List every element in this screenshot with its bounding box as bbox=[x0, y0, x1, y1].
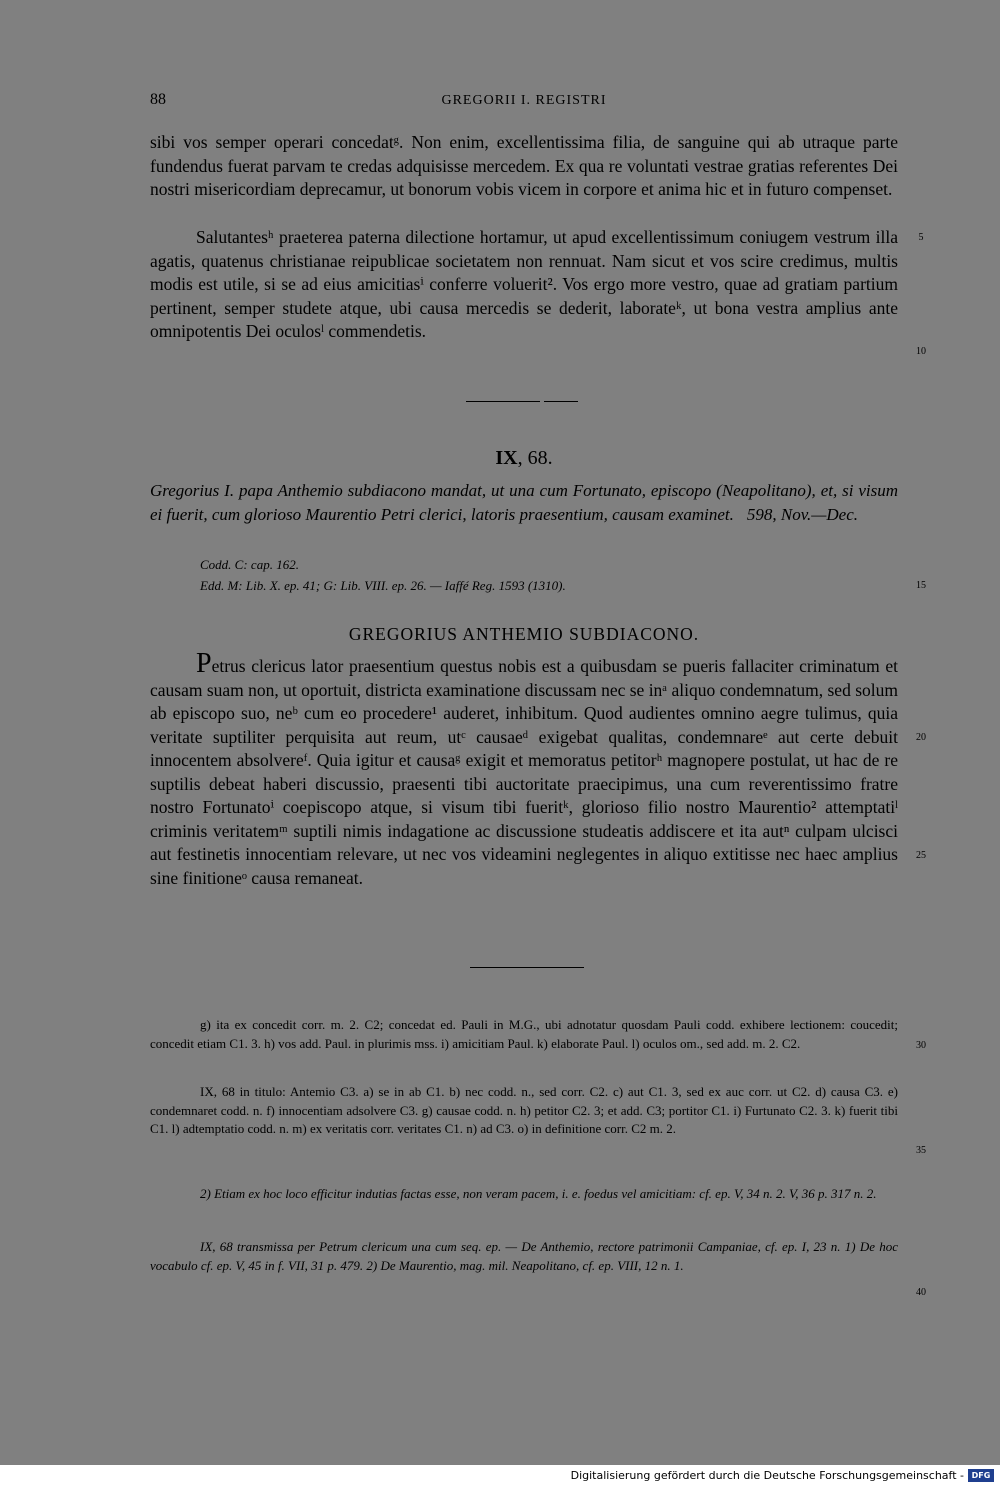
letter-number-rest: , 68. bbox=[517, 447, 553, 469]
paragraph-1-text: sibi vos semper operari concedatᵍ. Non enim, excellentissima filia, de sanguine qui ab utraque parte fundendus fuerat parvam te credas adquisisse mercedem. Ex qua re voluntati vestrae gratias referentes Dei nostri misericordiam deprecamur, ut bonorum vobis vicem in corpore et anima hic et in futuro compenset. bbox=[150, 132, 898, 199]
commentary-notes-prev bbox=[150, 1185, 898, 1204]
letter-address: GREGORIUS ANTHEMIO SUBDIACONO. bbox=[348, 624, 700, 644]
section-divider bbox=[466, 401, 540, 402]
paragraph-2 bbox=[150, 226, 898, 344]
line-number-40: 40 bbox=[916, 1287, 926, 1298]
funding-footer bbox=[0, 1465, 1000, 1485]
footnote-divider bbox=[470, 967, 584, 968]
line-number-35: 35 bbox=[916, 1145, 926, 1156]
letter-body-paragraph bbox=[150, 648, 898, 890]
line-number-5: 5 bbox=[918, 232, 924, 243]
letter-summary bbox=[150, 479, 898, 526]
running-title: GREGORII I. REGISTRI bbox=[441, 93, 607, 108]
line-number-10: 10 bbox=[916, 346, 926, 357]
line-number-20: 20 bbox=[916, 732, 926, 743]
letter-body-text: etrus clericus lator praesentium questus nobis est a quibusdam se pueris fallaciter criminatum et causam suam non, ut oportuit, districta examinatione discussam nec se inᵃ aliquo condemnatum, sed solum ab episcopo suo, neᵇ cum eo procedere¹ auderet, inhibitum. Quod audientes omnino aegre tulimus, quia veritate suptiliter perquisita aut reum, utᶜ causaeᵈ exigebat qualitas, condemnareᵉ aut certe debuit innocentem absolvereᶠ. Quia igitur et causaᵍ exigit et memoratus petitorʰ magnopere postulat, ut hac de re suptilis debeat haberi discussio, praesenti tibi auctoritate praecipimus, una cum reverentissimo fratre nostro Fortunatoⁱ coepiscopo atque, si visum tibi fueritᵏ, glorioso filio nostro Maurentio² attemptatiˡ criminis veritatemᵐ suptili nimis indagatione ac discussione studeatis addiscere et ita autⁿ culpam ulcisci aut festinetis innocentiam relevare, ut nec vos videamini neglegentes in aliquo extitisse nec haec amplius sine finitioneᵒ causa remaneat. bbox=[150, 656, 898, 888]
apparatus-notes-prev bbox=[150, 1016, 898, 1053]
editions-line: Edd. M: Lib. X. ep. 41; G: Lib. VIII. ep. 26. — Iaffé Reg. 1593 (1310). bbox=[200, 578, 566, 593]
paragraph-1 bbox=[150, 131, 898, 202]
dfg-logo-icon: DFG bbox=[968, 1469, 994, 1482]
letter-body bbox=[150, 648, 898, 890]
apparatus-notes-prev-text: g) ita ex concedit corr. m. 2. C2; concedat ed. Pauli in M.G., ubi adnotatur quosdam Pauli codd. exhibere lectionem: coucedit; concedit etiam C1. 3. h) vos add. Paul. in plurimis mss. i) amicitiam Paul. k) elaborate Paul. l) oculos om., sed add. m. 2. C2. bbox=[150, 1017, 898, 1051]
commentary-notes-ix68 bbox=[150, 1238, 898, 1275]
line-number-25: 25 bbox=[916, 850, 926, 861]
drop-capital: P bbox=[196, 648, 212, 679]
apparatus-notes-ix68 bbox=[150, 1083, 898, 1139]
page-number: 88 bbox=[150, 91, 166, 108]
funding-credit: Digitalisierung gefördert durch die Deutsche Forschungsgemeinschaft - bbox=[570, 1469, 964, 1482]
line-number-30: 30 bbox=[916, 1040, 926, 1051]
page-header bbox=[150, 91, 898, 113]
letter-number bbox=[150, 447, 898, 470]
codices-line: Codd. C: cap. 162. bbox=[200, 557, 299, 572]
letter-summary-text: Gregorius I. papa Anthemio subdiacono mandat, ut una cum Fortunato, episcopo (Neapolitano), et, si visum ei fuerit, cum glorioso Maurentio Petri clerici, latoris praesentium, causam examinet. bbox=[150, 481, 898, 524]
section-divider bbox=[544, 401, 578, 402]
line-number-15: 15 bbox=[916, 580, 926, 591]
letter-date: 598, Nov.—Dec. bbox=[746, 504, 858, 524]
letter-number-book: IX bbox=[495, 447, 518, 469]
commentary-notes-ix68-text: IX, 68 transmissa per Petrum clericum una cum seq. ep. — De Anthemio, rectore patrimonii Campaniae, cf. ep. I, 23 n. 1) De hoc vocabulo cf. ep. V, 45 in f. VII, 31 p. 479. 2) De Maurentio, mag. mil. Neapolitano, cf. ep. VIII, 12 n. 1. bbox=[150, 1239, 898, 1273]
paragraph-2-text: Salutantesʰ praeterea paterna dilectione hortamur, ut apud excellentissimum coniugem vestrum illa agatis, quatenus christianae reipublicae societatem non rennuat. Nam sicut et vos scire credimus, multis modis est utile, si se ad eius amicitiasⁱ conferre voluerit². Vos ergo more vestro, quae ad gratiam partium pertinent, semper studete atque, ubi causa mercedis se dederit, laborateᵏ, ut bona vestra amplius ante omnipotentis Dei oculosˡ commendetis. bbox=[150, 227, 898, 341]
apparatus-notes-ix68-text: IX, 68 in titulo: Antemio C3. a) se in ab C1. b) nec codd. n., sed corr. C2. c) aut C1. 3, sed ex auc corr. ut C2. d) causa C3. e) condemnaret codd. n. f) innocentiam adsolvere C3. g) causae codd. n. h) petitor C2. 3; et add. C3; portitor C1. i) Furtunato C2. 3. k) fuerit tibi C1. l) adtemptatio codd. n. m) ex veritatis corr. veritates C1. n) ad C3. o) in definitione corr. C2 m. 2. bbox=[150, 1084, 898, 1136]
commentary-notes-prev-text: 2) Etiam ex hoc loco efficitur indutias factas esse, non veram pacem, i. e. foedus vel amicitiam: cf. ep. V, 34 n. 2. V, 36 p. 317 n. 2. bbox=[200, 1186, 877, 1201]
